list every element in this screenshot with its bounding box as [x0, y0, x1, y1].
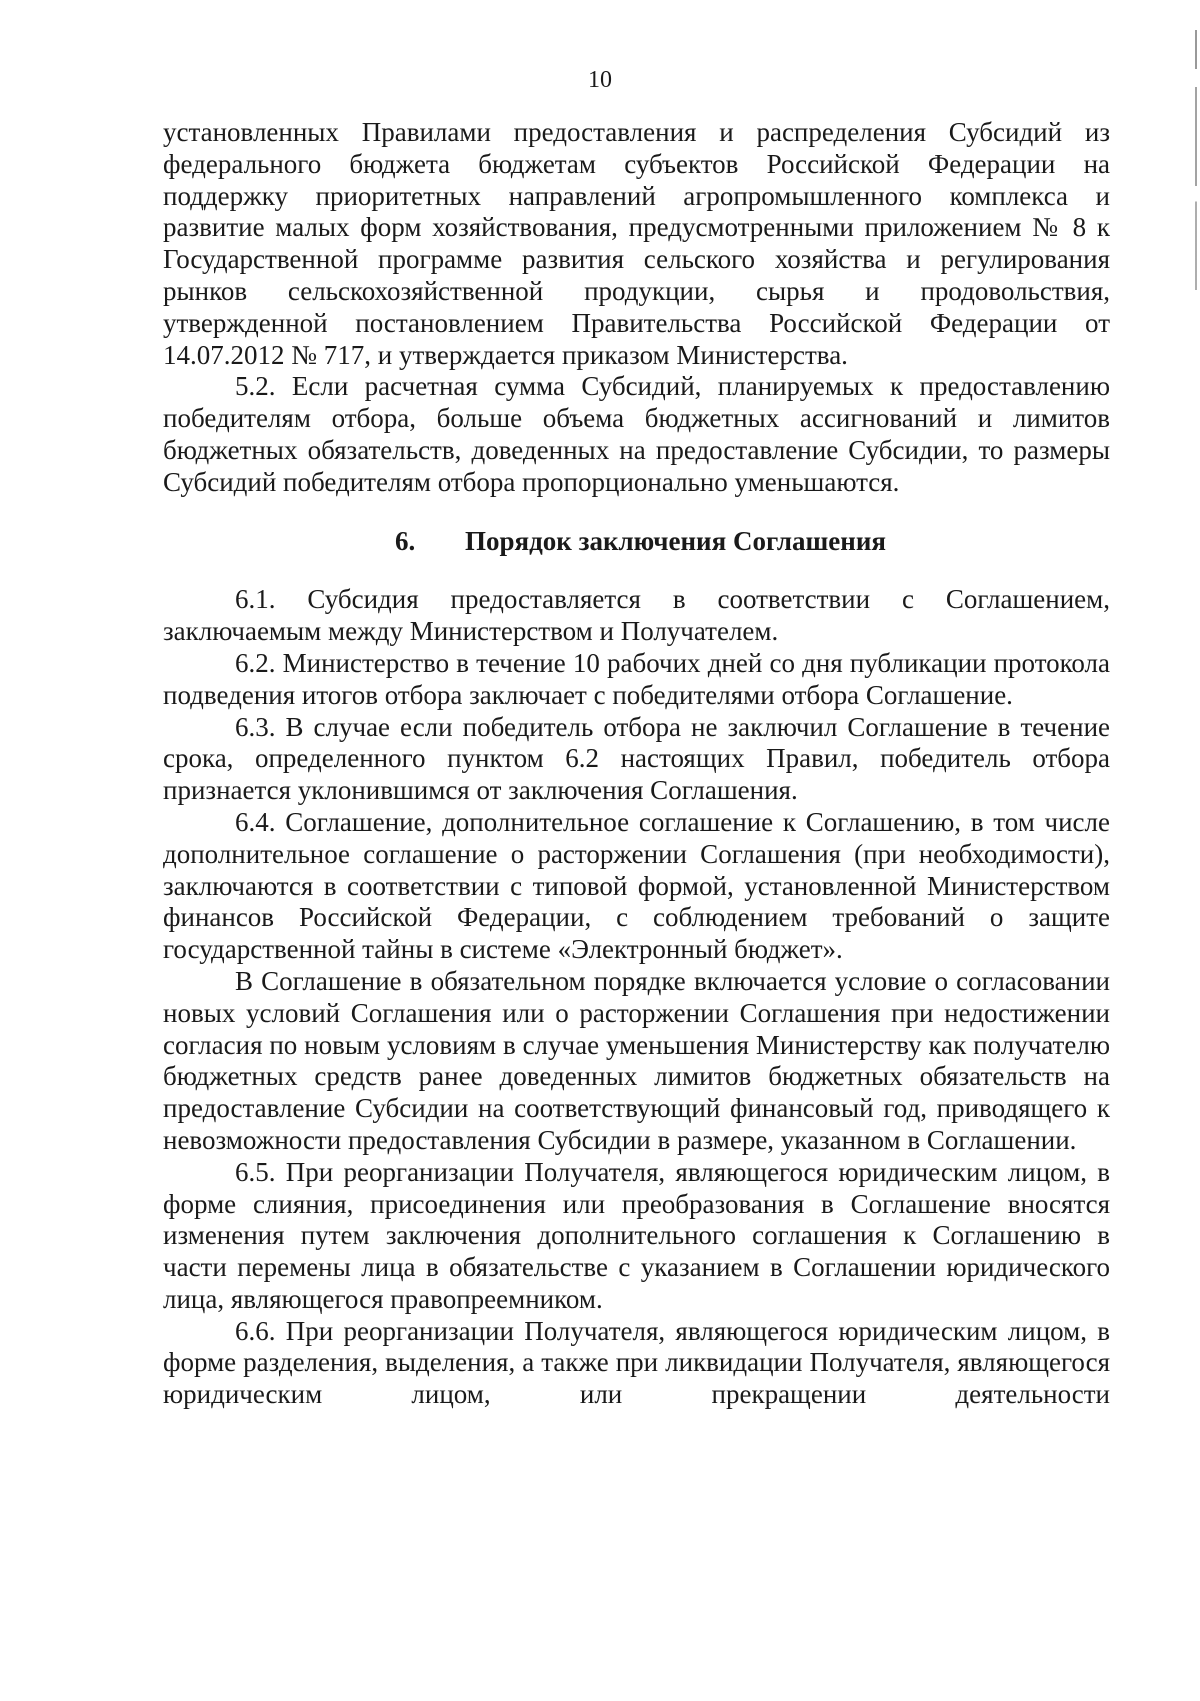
section-title: Порядок заключения Соглашения	[465, 525, 886, 556]
page-number: 10	[588, 67, 612, 93]
paragraph-6-3: 6.3. В случае если победитель отбора не заключил Соглашение в течение срока, определенного пунктом 6.2 настоящих Правил, победитель отбора признается уклонившимся от заключения Соглашения.	[163, 711, 1110, 806]
paragraph-6-4: 6.4. Соглашение, дополнительное соглашение к Соглашению, в том числе дополнительное соглашение о расторжении Соглашения (при необходимости), заключаются в соответствии с типовой формой, установленной Министерством финансов Российской Федерации, с соблюдением требований о защите государственной тайны в системе «Электронный бюджет».	[163, 806, 1110, 965]
paragraph-continuation: установленных Правилами предоставления и распределения Субсидий из федерального бюджета бюджетам субъектов Российской Федерации на поддержку приоритетных направлений агропромышленного комплекса и развитие малых форм хозяйствования, предусмотренными приложением № 8 к Государственной программе развития сельского хозяйства и регулирования рынков сельскохозяйственной продукции, сырья и продовольствия, утвержденной постановлением Правительства Российской Федерации от 14.07.2012 № 717, и утверждается приказом Министерства.	[163, 117, 1110, 370]
paragraph-6-2: 6.2. Министерство в течение 10 рабочих дней со дня публикации протокола подведения итогов отбора заключает с победителями отбора Соглашение.	[163, 647, 1110, 710]
paragraph-5-2: 5.2. Если расчетная сумма Субсидий, планируемых к предоставлению победителям отбора, больше объема бюджетных ассигнований и лимитов бюджетных обязательств, доведенных на предоставление Субсидии, то размеры Субсидий победителям отбора пропорционально уменьшаются.	[163, 371, 1110, 497]
section-number: 6.	[395, 525, 416, 556]
document-body	[163, 117, 1110, 1411]
paragraph-6-1: 6.1. Субсидия предоставляется в соответствии с Соглашением, заключаемым между Министерством и Получателем.	[163, 584, 1110, 647]
section-heading	[163, 526, 1110, 558]
paragraph-6-4-condition: В Соглашение в обязательном порядке включается условие о согласовании новых условий Соглашения или о расторжении Соглашения при недостижении согласия по новым условиям в случае уменьшения Министерству как получателю бюджетных средств ранее доведенных лимитов бюджетных обязательств на предоставление Субсидии на соответствующий финансовый год, приводящего к невозможности предоставления Субсидии в размере, указанном в Соглашении.	[163, 965, 1110, 1155]
paragraph-6-6: 6.6. При реорганизации Получателя, являющегося юридическим лицом, в форме разделения, выделения, а также при ликвидации Получателя, являющегося юридическим лицом, или прекращении деятельности	[163, 1315, 1110, 1410]
paragraph-6-5: 6.5. При реорганизации Получателя, являющегося юридическим лицом, в форме слияния, присоединения или преобразования в Соглашение вносятся изменения путем заключения дополнительного соглашения к Соглашению в части перемены лица в обязательстве с указанием в Соглашении юридического лица, являющегося правопреемником.	[163, 1156, 1110, 1314]
